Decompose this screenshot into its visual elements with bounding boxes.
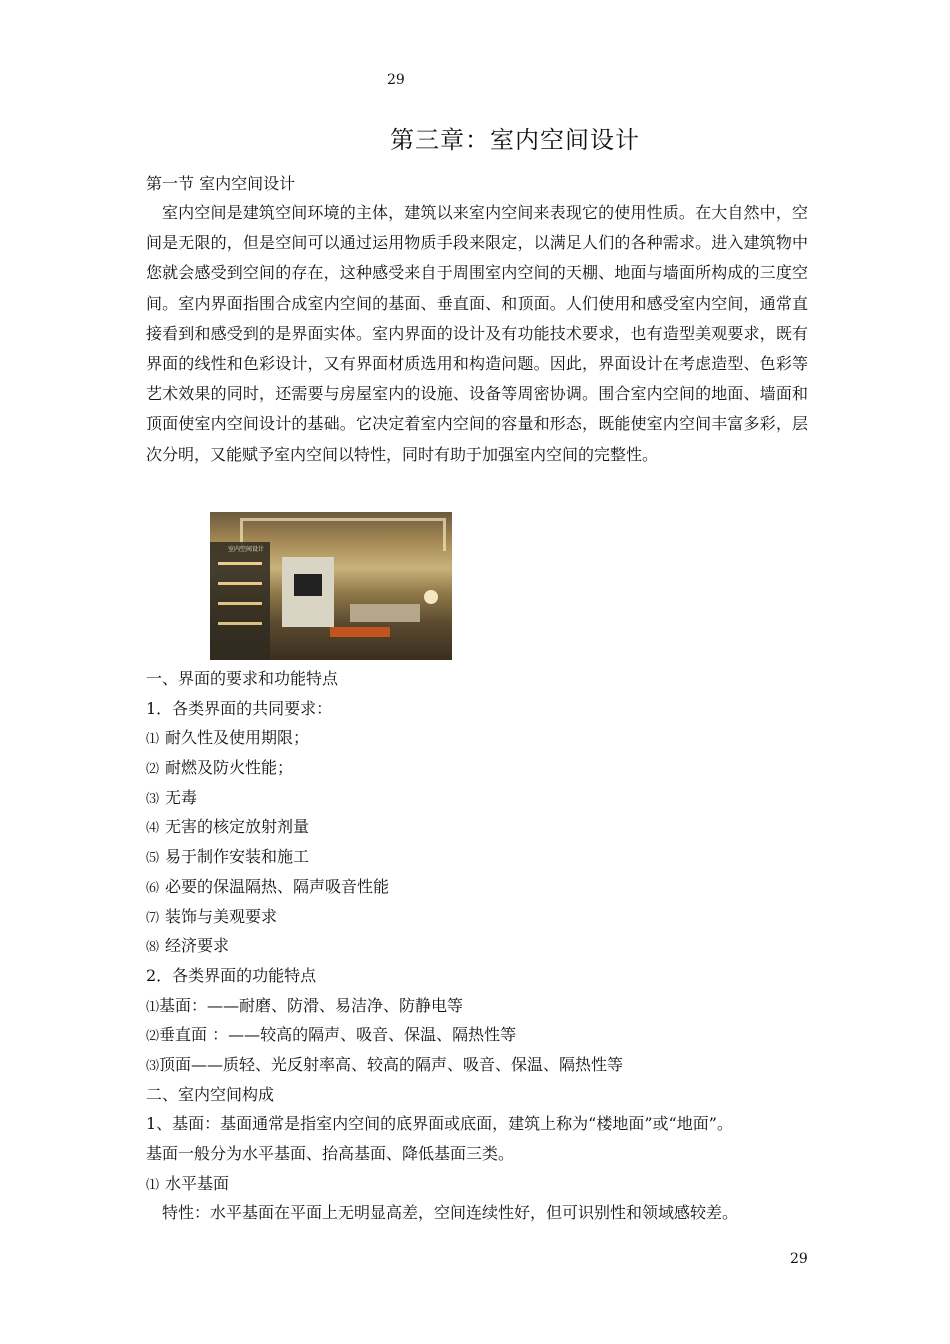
list-item — [146, 664, 826, 694]
ceiling-light — [240, 518, 446, 551]
requirements-list — [146, 664, 826, 1228]
list-item — [146, 753, 826, 783]
item-text: 必要的保温隔热、隔声吸音性能 — [165, 876, 390, 896]
television — [294, 574, 322, 596]
item-text: 二、室内空间构成 — [146, 1084, 275, 1104]
chapter-title: 第三章：室内空间设计 — [390, 126, 640, 154]
item-number: ⑴ — [146, 1177, 160, 1193]
list-item — [146, 783, 826, 813]
item-text: 易于制作安装和施工 — [165, 847, 310, 867]
list-item — [146, 991, 826, 1021]
shelf — [218, 622, 262, 625]
list-item — [146, 902, 826, 932]
item-text: 耐燃及防火性能； — [165, 758, 294, 778]
list-item — [146, 1139, 826, 1169]
list-item — [146, 812, 826, 842]
section-title: 第一节 室内空间设计 — [146, 174, 296, 193]
item-number: ⑵ — [146, 1029, 160, 1045]
item-text: 基面：——耐磨、防滑、易洁净、防静电等 — [159, 995, 464, 1015]
list-item — [146, 1020, 826, 1050]
item-text: 耐久性及使用期限； — [165, 728, 310, 748]
item-text: 垂直面 ：——较高的隔声、吸音、保温、隔热性等 — [159, 1025, 517, 1045]
list-item — [146, 872, 826, 902]
interior-photo — [210, 512, 452, 660]
item-number: ⑻ — [146, 940, 160, 956]
item-text: 顶面——质轻、光反射率高、较高的隔声、吸音、保温、隔热性等 — [159, 1054, 624, 1074]
page-number-bottom: 29 — [790, 1251, 808, 1267]
item-text: 一、界面的要求和功能特点 — [146, 669, 339, 688]
item-text: 1．各类界面的共同要求： — [146, 698, 333, 718]
item-number: ⑸ — [146, 851, 160, 867]
sofa — [350, 604, 420, 622]
item-text: 无害的核定放射剂量 — [165, 817, 310, 837]
item-number: ⑴ — [146, 999, 160, 1015]
shelf — [218, 582, 262, 585]
list-item — [146, 1080, 826, 1110]
shelf-wall — [210, 542, 270, 660]
item-number: ⑵ — [146, 762, 160, 778]
item-text: 基面一般分为水平基面、抬高基面、降低基面三类。 — [146, 1144, 515, 1163]
item-text: 无毒 — [165, 787, 198, 807]
list-item — [146, 842, 826, 872]
page-number-top: 29 — [387, 72, 405, 88]
list-item — [146, 1198, 826, 1228]
item-number: ⑹ — [146, 880, 160, 896]
list-item — [146, 1050, 826, 1080]
list-item — [146, 1109, 826, 1139]
item-number: ⑺ — [146, 910, 160, 926]
shelf — [218, 602, 262, 605]
item-text: 经济要求 — [165, 936, 230, 956]
figure-caption: 室内空间设计 — [228, 546, 265, 553]
item-text: 2．各类界面的功能特点 — [146, 965, 317, 985]
item-text: 1、基面：基面通常是指室内空间的底界面或底面，建筑上称为“楼地面”或“地面”。 — [146, 1114, 733, 1134]
list-item — [146, 961, 826, 991]
shelf — [218, 562, 262, 565]
item-text: 水平基面 — [165, 1173, 230, 1193]
list-item — [146, 931, 826, 961]
item-number: ⑶ — [146, 1058, 160, 1074]
list-item — [146, 694, 826, 724]
list-item — [146, 1169, 826, 1199]
rug — [330, 627, 390, 637]
item-text: 特性：水平基面在平面上无明显高差，空间连续性好，但可识别性和领域感较差。 — [162, 1203, 739, 1223]
item-number: ⑴ — [146, 732, 160, 748]
item-number: ⑶ — [146, 791, 160, 807]
item-text: 装饰与美观要求 — [165, 906, 278, 926]
item-number: ⑷ — [146, 821, 160, 837]
list-item — [146, 723, 826, 753]
intro-paragraph: 室内空间是建筑空间环境的主体，建筑以来室内空间来表现它的使用性质。在大自然中，空间是无限的，但是空间可以通过运用物质手段来限定，以满足人们的各种需求。进入建筑物中您就会感受到空间的存在，这种感受来自于周围室内空间的天棚、地面与墙面所构成的三度空间。室内界面指围合成室内空间的基面、垂直面、和顶面。人们使用和感受室内空间，通常直接看到和感受到的是界面实体。室内界面的设计及有功能技术要求，也有造型美观要求，既有界面的线性和色彩设计，又有界面材质选用和构造问题。因此，界面设计在考虑造型、色彩等艺术效果的同时，还需要与房屋室内的设施、设备等周密协调。围合室内空间的地面、墙面和顶面使室内空间设计的基础。它决定着室内空间的容量和形态，既能使室内空间丰富多彩，层次分明，又能赋予室内空间以特性，同时有助于加强室内空间的完整性。 — [146, 203, 808, 464]
lamp — [424, 590, 438, 604]
